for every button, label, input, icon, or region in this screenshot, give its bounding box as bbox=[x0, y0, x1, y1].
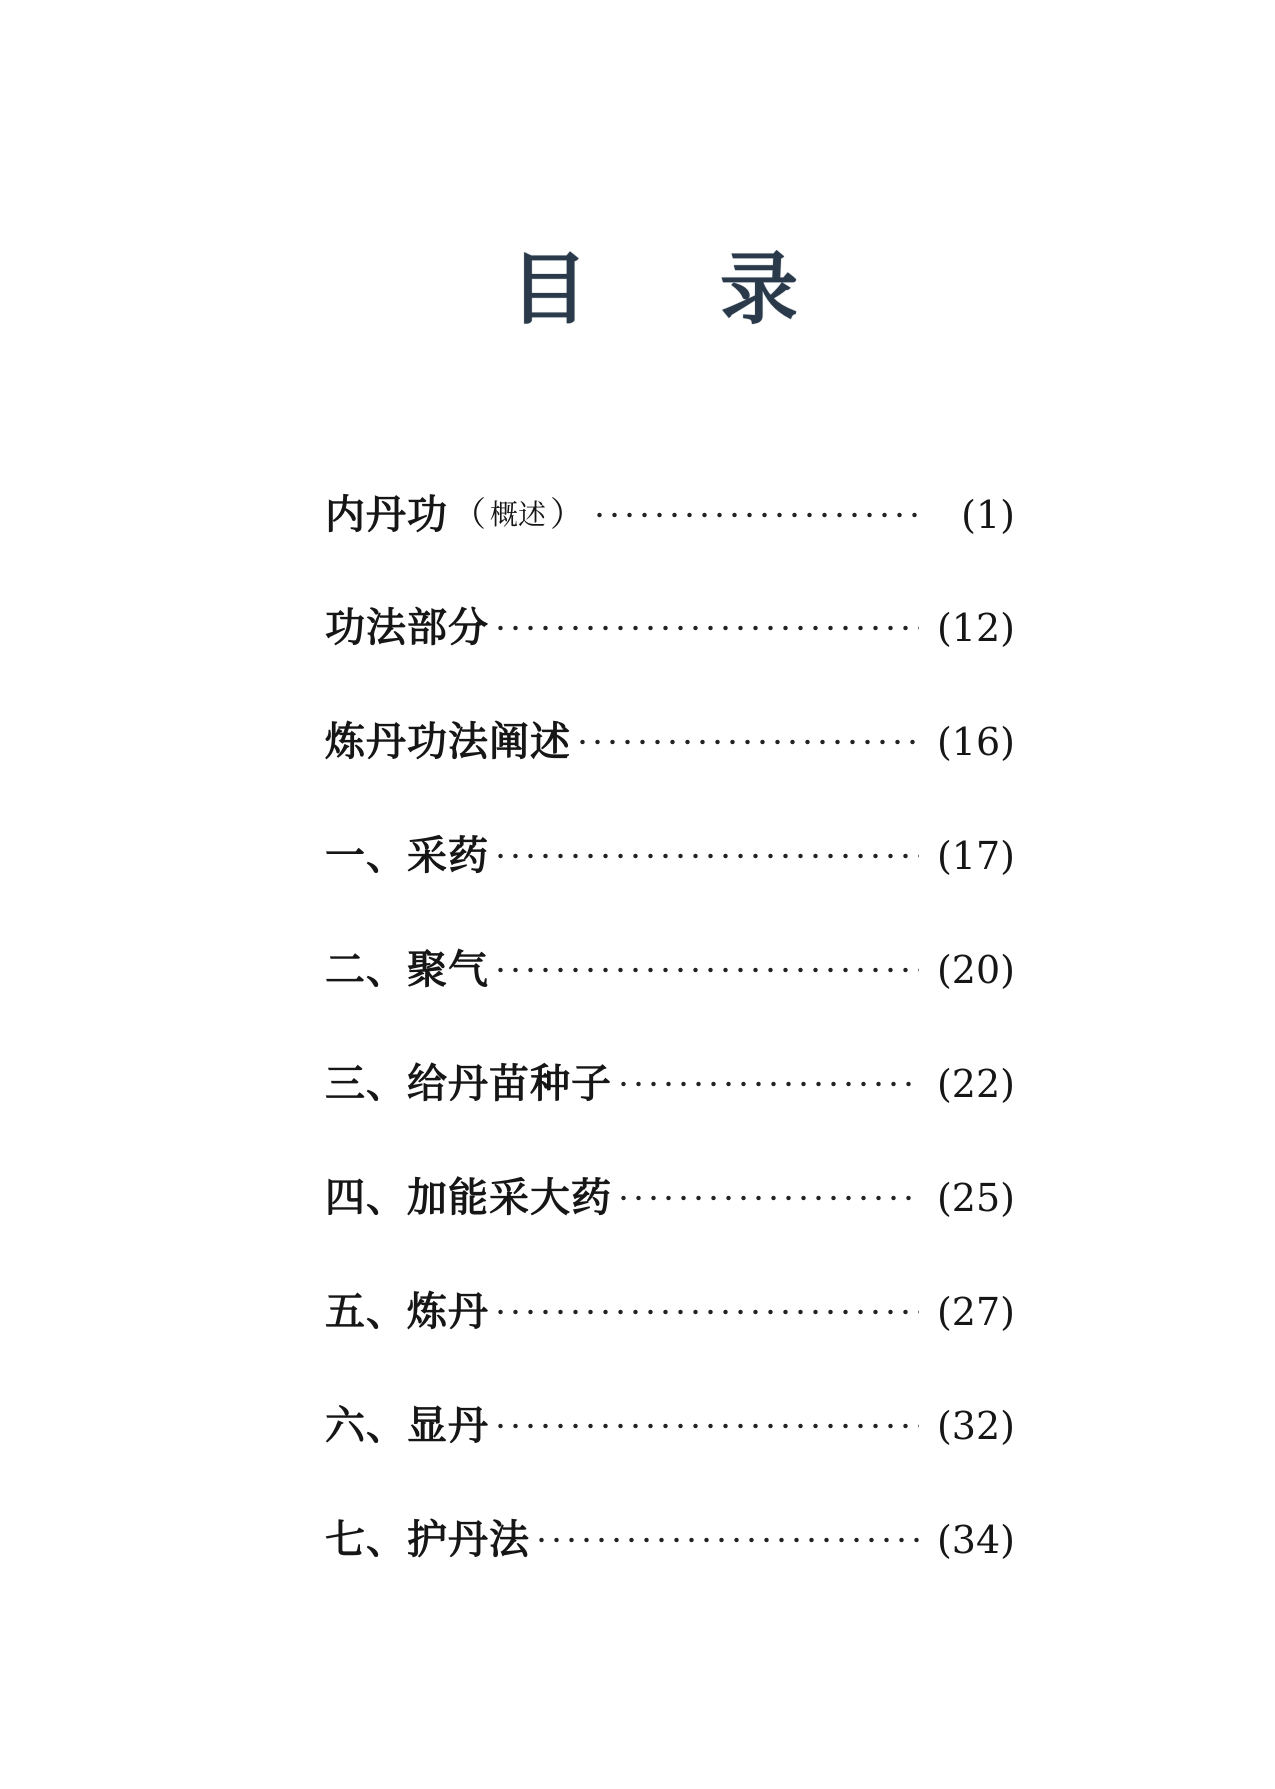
toc-dot-leader bbox=[493, 1391, 919, 1461]
toc-entry-label: 一、采药 bbox=[325, 833, 489, 879]
toc-entry-page: (27) bbox=[936, 1290, 1015, 1334]
page-title bbox=[0, 240, 1275, 340]
toc-entry-page: (20) bbox=[936, 948, 1015, 992]
toc-dot-leader bbox=[493, 821, 919, 891]
toc-entry-10[interactable] bbox=[325, 1505, 1015, 1575]
toc-entry-label: 功法部分 bbox=[325, 605, 489, 651]
toc-entry-1[interactable] bbox=[325, 480, 1015, 550]
toc-entry-label: 内丹功 bbox=[325, 492, 448, 538]
toc-entry-page: (1) bbox=[961, 493, 1015, 537]
toc-dot-leader bbox=[534, 1505, 919, 1575]
toc-entry-4[interactable] bbox=[325, 821, 1015, 891]
toc-entry-note: 概述 bbox=[490, 498, 547, 531]
toc-entry-label: 三、给丹苗种子 bbox=[325, 1061, 612, 1107]
toc-dot-leader bbox=[493, 1277, 919, 1347]
title-char-1: 目 bbox=[510, 245, 589, 335]
toc-entry-9[interactable] bbox=[325, 1391, 1015, 1461]
toc-dot-leader bbox=[592, 480, 923, 550]
toc-entry-label: 炼丹功法阐述 bbox=[325, 719, 571, 765]
toc-entry-page: (22) bbox=[936, 1062, 1015, 1106]
toc-entry-label: 六、显丹 bbox=[325, 1403, 489, 1449]
toc-entry-label: 五、炼丹 bbox=[325, 1289, 489, 1335]
title-char-2: 录 bbox=[720, 245, 799, 335]
toc-entry-paren-open: （ bbox=[452, 495, 486, 535]
toc-entry-label: 四、加能采大药 bbox=[325, 1175, 612, 1221]
toc-entry-page: (32) bbox=[936, 1404, 1015, 1448]
toc-entry-2[interactable] bbox=[325, 593, 1015, 663]
toc-entry-5[interactable] bbox=[325, 935, 1015, 1005]
toc-dot-leader bbox=[616, 1049, 919, 1119]
toc-entry-page: (16) bbox=[936, 720, 1015, 764]
toc-entry-page: (25) bbox=[936, 1176, 1015, 1220]
toc-entry-page: (34) bbox=[936, 1518, 1015, 1562]
toc-dot-leader bbox=[575, 707, 919, 777]
toc-dot-leader bbox=[493, 593, 919, 663]
toc-entry-3[interactable] bbox=[325, 707, 1015, 777]
toc-entry-paren-close: ） bbox=[550, 495, 585, 535]
toc-entry-8[interactable] bbox=[325, 1277, 1015, 1347]
toc-entry-label: 七、护丹法 bbox=[325, 1517, 530, 1563]
toc-dot-leader bbox=[493, 935, 919, 1005]
toc-entry-label: 二、聚气 bbox=[325, 947, 489, 993]
toc-entry-page: (12) bbox=[936, 606, 1015, 650]
toc-entry-6[interactable] bbox=[325, 1049, 1015, 1119]
toc-entry-page: (17) bbox=[936, 834, 1015, 878]
toc-dot-leader bbox=[616, 1163, 919, 1233]
toc-entry-7[interactable] bbox=[325, 1163, 1015, 1233]
